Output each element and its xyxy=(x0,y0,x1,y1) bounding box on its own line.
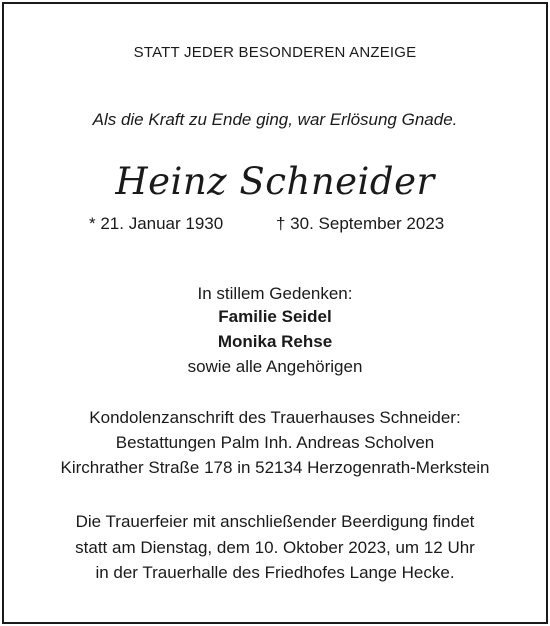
mourners-others: sowie alle Angehörigen xyxy=(187,357,363,376)
motto-quote: Als die Kraft zu Ende ging, war Erlösung Gnade. xyxy=(92,110,458,129)
funeral-line-1: Die Trauerfeier mit anschließender Beerdigung findet xyxy=(75,512,475,531)
birth-date: * 21. Januar 1930 xyxy=(89,214,224,233)
death-date: † 30. September 2023 xyxy=(276,214,445,233)
mourner-family: Familie Seidel xyxy=(218,307,332,326)
mourner-person: Monika Rehse xyxy=(217,332,333,351)
condolence-line-2: Bestattungen Palm Inh. Andreas Scholven xyxy=(115,433,435,452)
condolence-line-1: Kondolenzanschrift des Trauerhauses Schneider: xyxy=(89,408,461,427)
funeral-line-3: in der Trauerhalle des Friedhofes Lange Hecke. xyxy=(95,563,455,582)
mourners-intro: In stillem Gedenken: xyxy=(197,284,353,303)
funeral-line-2: statt am Dienstag, dem 10. Oktober 2023, um 12 Uhr xyxy=(75,538,475,557)
condolence-line-3: Kirchrather Straße 178 in 52134 Herzogenrath-Merkstein xyxy=(60,458,490,477)
life-dates xyxy=(0,214,550,236)
deceased-name: Heinz Schneider xyxy=(115,160,435,203)
notice-heading: STATT JEDER BESONDEREN ANZEIGE xyxy=(133,44,417,61)
